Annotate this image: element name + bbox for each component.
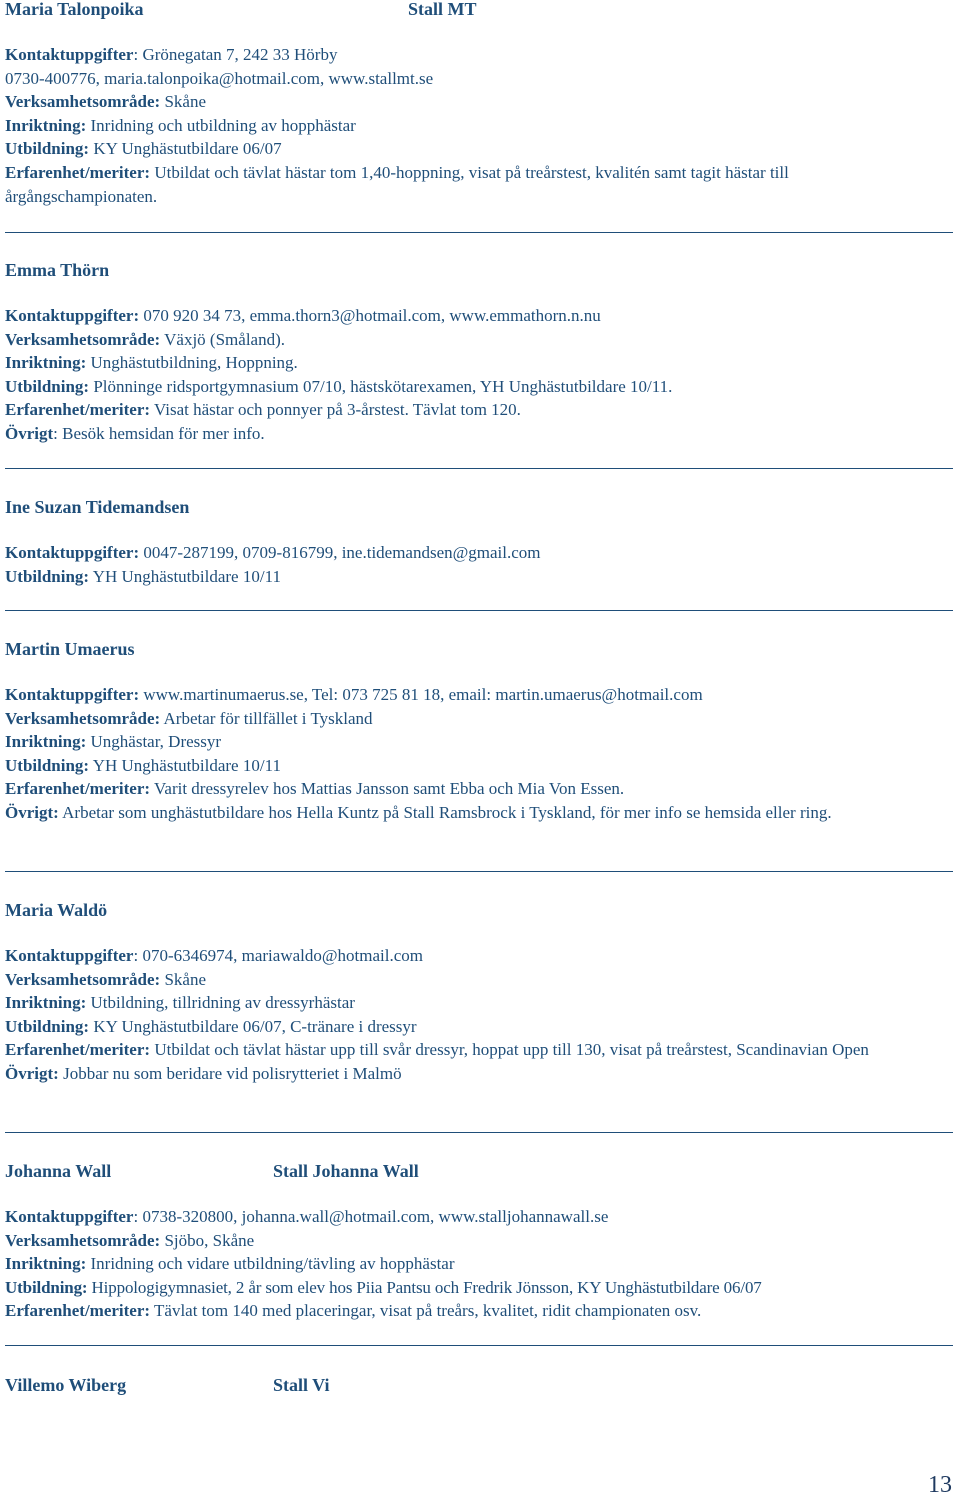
- divider: [5, 610, 953, 611]
- entry-line: [5, 90, 955, 114]
- field-value: Tävlat tom 140 med placeringar, visat på treårs, kvalitet, ridit championaten osv.: [154, 1301, 702, 1321]
- field-value: Utbildat och tävlat hästar tom 1,40-hoppning, visat på treårstest, kvalitén samt tagit hästar till årgångschampionaten.: [5, 162, 789, 206]
- field-label: Erfarenhet/meriter:: [5, 779, 151, 799]
- entry-line: [5, 1205, 955, 1229]
- field-value: Arbetar för tillfället i Tyskland: [163, 708, 373, 728]
- divider: [5, 1345, 953, 1346]
- entry-header: [5, 898, 955, 922]
- field-label: Utbildning:: [5, 1016, 90, 1036]
- divider: [5, 232, 953, 233]
- field-value: Hippologigymnasiet, 2 år som elev hos Piia Pantsu och Fredrik Jönsson, KY Unghästutbildare 06/07: [91, 1277, 762, 1297]
- divider: [5, 871, 953, 872]
- field-value: 0047-287199, 0709-816799, ine.tidemandsen@gmail.com: [143, 543, 541, 562]
- field-label: Verksamhetsområde:: [5, 329, 161, 349]
- field-value: Inridning och vidare utbildning/tävling av hopphästar: [90, 1254, 455, 1274]
- entry-line: [5, 1276, 955, 1300]
- field-value: Sjöbo, Skåne: [164, 1230, 255, 1250]
- entry-header: [5, 258, 955, 282]
- entry-line: [5, 1299, 955, 1323]
- entry-line: [5, 1015, 955, 1039]
- entry-line: [5, 968, 955, 992]
- entry-johanna-wall: [5, 1159, 955, 1323]
- field-value: Unghästar, Dressyr: [90, 732, 222, 752]
- field-value: Utbildat och tävlat hästar upp till svår dressyr, hoppat upp till 130, visat på treårstest, Scandinavian Open: [154, 1040, 869, 1060]
- entry-line: [5, 328, 955, 352]
- divider: [5, 468, 953, 469]
- field-value: Besök hemsidan för mer info.: [62, 423, 265, 443]
- field-sep: :: [53, 423, 63, 443]
- entry-line: [5, 422, 955, 446]
- entry-line: [5, 1252, 955, 1276]
- field-label: Kontaktuppgifter:: [5, 543, 140, 562]
- entry-line: [5, 375, 955, 399]
- entry-line: [5, 43, 955, 67]
- field-label: Inriktning:: [5, 353, 87, 373]
- field-label: Erfarenhet/meriter:: [5, 1301, 151, 1321]
- entry-line: [5, 991, 955, 1015]
- field-label: Utbildning:: [5, 566, 90, 586]
- person-name: Maria Talonpoika: [5, 0, 144, 19]
- stall-name: Stall Johanna Wall: [273, 1161, 419, 1181]
- field-value: Grönegatan 7, 242 33 Hörby: [142, 45, 338, 64]
- entry-header: [5, 495, 955, 519]
- field-label: Utbildning:: [5, 139, 90, 159]
- field-label: Kontaktuppgifter:: [5, 306, 140, 325]
- field-value: KY Unghästutbildare 06/07, C-tränare i dressyr: [93, 1016, 417, 1036]
- entry-emma-thorn: [5, 258, 955, 446]
- page-number: 13: [928, 1472, 952, 1498]
- field-label: Erfarenhet/meriter:: [5, 162, 151, 182]
- entry-line: [5, 565, 955, 589]
- entry-ine-suzan-tidemandsen: [5, 495, 955, 588]
- field-label: Kontaktuppgifter: [5, 946, 134, 965]
- entry-line: [5, 161, 935, 208]
- field-value: Utbildning, tillridning av dressyrhästar: [90, 993, 355, 1013]
- field-value: Unghästutbildning, Hoppning.: [90, 353, 298, 373]
- field-value: Plönninge ridsportgymnasium 07/10, hästskötarexamen, YH Unghästutbildare 10/11.: [93, 376, 673, 396]
- field-label: Verksamhetsområde:: [5, 92, 161, 112]
- field-label: Verksamhetsområde:: [5, 1230, 161, 1250]
- field-label: Verksamhetsområde:: [5, 708, 161, 728]
- field-value: 0738-320800, johanna.wall@hotmail.com, www.stalljohannawall.se: [142, 1207, 609, 1226]
- entry-line: [5, 801, 935, 825]
- field-label: Erfarenhet/meriter:: [5, 1040, 151, 1060]
- person-name: Ine Suzan Tidemandsen: [5, 497, 190, 517]
- field-label: Utbildning:: [5, 1277, 88, 1297]
- entry-line: [5, 304, 955, 328]
- person-name: Maria Waldö: [5, 900, 108, 920]
- entry-line: [5, 1062, 955, 1086]
- field-value: YH Unghästutbildare 10/11: [92, 566, 281, 586]
- field-label: Övrigt:: [5, 802, 59, 822]
- field-label: Erfarenhet/meriter:: [5, 400, 151, 420]
- stall-name: Stall Vi: [273, 1375, 330, 1395]
- entry-header: [5, 1159, 955, 1183]
- field-value: 0730-400776, maria.talonpoika@hotmail.com, www.stallmt.se: [5, 68, 434, 88]
- field-value: Arbetar som unghästutbildare hos Hella Kuntz på Stall Ramsbrock i Tyskland, för mer info se hemsida eller ring.: [62, 802, 832, 822]
- field-sep: :: [133, 45, 143, 64]
- entry-line: [5, 730, 955, 754]
- stall-name: Stall MT: [408, 0, 477, 19]
- entry-maria-talonpoika: [5, 0, 955, 208]
- field-label: Övrigt:: [5, 1063, 59, 1083]
- field-sep: :: [133, 946, 143, 965]
- person-name: Emma Thörn: [5, 260, 110, 280]
- entry-header: [5, 1373, 955, 1397]
- field-value: Skåne: [164, 969, 206, 989]
- entry-line: [5, 683, 955, 707]
- entry-villemo-wiberg: [5, 1373, 955, 1397]
- field-label: Verksamhetsområde:: [5, 969, 161, 989]
- field-label: Övrigt: [5, 423, 54, 443]
- entry-line: [5, 398, 955, 422]
- field-value: 070 920 34 73, emma.thorn3@hotmail.com, www.emmathorn.n.nu: [143, 306, 601, 325]
- person-name: Villemo Wiberg: [5, 1375, 127, 1395]
- field-label: Kontaktuppgifter:: [5, 685, 140, 704]
- field-label: Utbildning:: [5, 755, 90, 775]
- field-label: Utbildning:: [5, 376, 90, 396]
- person-name: Martin Umaerus: [5, 639, 135, 659]
- entry-header: [5, 0, 955, 21]
- entry-line: [5, 67, 955, 91]
- entry-line: [5, 944, 955, 968]
- entry-line: [5, 1038, 905, 1062]
- entry-line: [5, 707, 955, 731]
- field-value: KY Unghästutbildare 06/07: [93, 139, 282, 159]
- entry-line: [5, 541, 955, 565]
- field-value: Jobbar nu som beridare vid polisrytteriet i Malmö: [63, 1063, 402, 1083]
- field-value: YH Unghästutbildare 10/11: [92, 755, 281, 775]
- person-name: Johanna Wall: [5, 1161, 112, 1181]
- field-value: Visat hästar och ponnyer på 3-årstest. Tävlat tom 120.: [154, 400, 521, 420]
- entry-line: [5, 777, 955, 801]
- field-value: 070-6346974, mariawaldo@hotmail.com: [142, 946, 423, 965]
- entry-maria-waldo: [5, 898, 955, 1086]
- field-label: Kontaktuppgifter: [5, 45, 134, 64]
- field-value: www.martinumaerus.se, Tel: 073 725 81 18, email: martin.umaerus@hotmail.com: [143, 685, 703, 704]
- entry-line: [5, 1229, 955, 1253]
- entry-line: [5, 754, 955, 778]
- field-label: Kontaktuppgifter: [5, 1207, 134, 1226]
- divider: [5, 1132, 953, 1133]
- field-sep: :: [133, 1207, 143, 1226]
- entry-line: [5, 114, 955, 138]
- field-value: Varit dressyrelev hos Mattias Jansson samt Ebba och Mia Von Essen.: [154, 779, 625, 799]
- field-value: Inridning och utbildning av hopphästar: [90, 115, 356, 135]
- entry-header: [5, 637, 955, 661]
- field-label: Inriktning:: [5, 993, 87, 1013]
- field-value: Växjö (Småland).: [164, 329, 285, 349]
- entry-line: [5, 351, 955, 375]
- field-value: Skåne: [164, 92, 206, 112]
- entry-martin-umaerus: [5, 637, 955, 825]
- field-label: Inriktning:: [5, 1254, 87, 1274]
- field-label: Inriktning:: [5, 732, 87, 752]
- entry-line: [5, 137, 955, 161]
- field-label: Inriktning:: [5, 115, 87, 135]
